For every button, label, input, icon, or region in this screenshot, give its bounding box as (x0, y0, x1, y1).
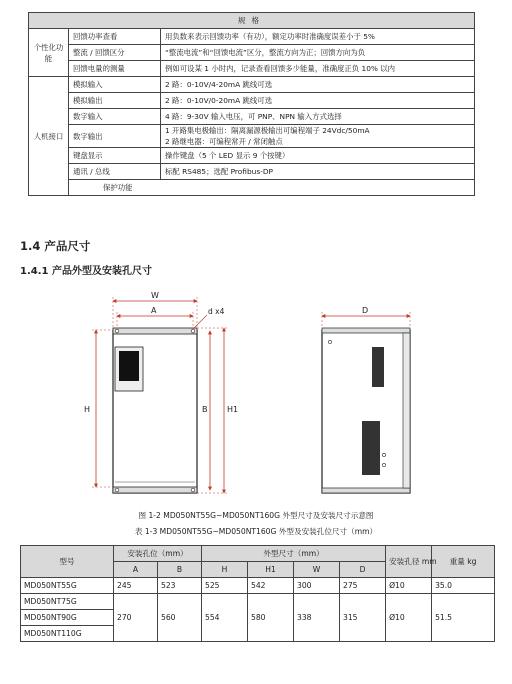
dimension-table (20, 545, 495, 642)
col-A: A (114, 562, 158, 578)
spec-desc: 4 路：9-30V 输入电压，可 PNP、NPN 输入方式选择 (161, 109, 475, 125)
spec-desc: 操作键盘（5 个 LED 显示 9 个按键） (161, 148, 475, 164)
group-label: 人机接口 (29, 77, 69, 196)
mount-hole (115, 488, 119, 492)
spec-item: 保护功能 (69, 180, 475, 196)
cell-model: MD050NT90G (21, 610, 114, 626)
col-D: D (340, 562, 386, 578)
col-H: H (202, 562, 248, 578)
col-H1: H1 (248, 562, 294, 578)
table-row (29, 180, 475, 196)
spec-desc-line: 1 开路集电极输出：隔离漏源极输出可编程端子 24Vdc/50mA (165, 126, 370, 135)
cell: 523 (158, 578, 202, 594)
table-row (29, 77, 475, 93)
cell: 554 (202, 594, 248, 642)
cell-model: MD050NT55G (21, 578, 114, 594)
group-label: 个性化功能 (29, 29, 69, 77)
spec-table (28, 12, 475, 196)
table-row (29, 109, 475, 125)
bottom-bracket (113, 487, 197, 493)
table-caption: 表 1-3 MD050NT55G~MD050NT160G 外型及安装孔位尺寸（mm） (134, 527, 378, 536)
side-view (322, 306, 410, 493)
side-vent-lower (362, 421, 380, 475)
cell: 525 (202, 578, 248, 594)
cell: Ø10 (386, 594, 432, 642)
spec-desc: “整流电流”和“回馈电流”区分，整流方向为正；回馈方向为负 (161, 45, 475, 61)
label-W: W (151, 291, 159, 300)
table-row (21, 594, 495, 610)
spec-item: 模拟输入 (69, 77, 161, 93)
front-view (84, 291, 238, 493)
spec-desc (161, 125, 475, 148)
cell-model: MD050NT110G (21, 626, 114, 642)
table-row (29, 29, 475, 45)
label-d: d x4 (208, 307, 225, 316)
table-row (29, 61, 475, 77)
col-outline: 外型尺寸（mm） (202, 546, 386, 562)
cell: 275 (340, 578, 386, 594)
table-header-row (21, 546, 495, 562)
cell: 245 (114, 578, 158, 594)
cell: 560 (158, 594, 202, 642)
table-row (29, 93, 475, 109)
spec-item: 通讯 / 总线 (69, 164, 161, 180)
spec-header: 规格 (29, 13, 475, 29)
spec-item: 数字输出 (69, 125, 161, 148)
dim-d-leader (193, 315, 207, 329)
col-hole: 安装孔径 mm (386, 546, 432, 578)
spec-desc: 标配 RS485；选配 Profibus-DP (161, 164, 475, 180)
spec-item: 整流 / 回馈区分 (69, 45, 161, 61)
label-H1: H1 (227, 405, 239, 414)
cell-model: MD050NT75G (21, 594, 114, 610)
heatsink-edge (403, 333, 410, 488)
cell: 51.5 (432, 594, 495, 642)
table-row (29, 45, 475, 61)
spec-item: 模拟输出 (69, 93, 161, 109)
spec-item: 回馈电量的测量 (69, 61, 161, 77)
spec-desc: 例如可设某 1 小时内，记录查看回馈多少能量，准确度正负 10% 以内 (161, 61, 475, 77)
spec-item: 键盘显示 (69, 148, 161, 164)
spec-item: 数字输入 (69, 109, 161, 125)
label-H: H (84, 405, 91, 414)
cell: 315 (340, 594, 386, 642)
table-row (21, 578, 495, 594)
col-weight: 重量 kg (432, 546, 495, 578)
mount-hole (191, 488, 195, 492)
spec-desc: 用负数来表示回馈功率（有功），额定功率时准确度误差小于 5% (161, 29, 475, 45)
dimension-drawing (0, 285, 512, 500)
cell: 270 (114, 594, 158, 642)
keypad-display (119, 351, 139, 381)
section-heading: 1.4 产品尺寸 (20, 239, 91, 253)
label-B: B (202, 405, 208, 414)
cell: 580 (248, 594, 294, 642)
label-D: D (362, 306, 369, 315)
cell: Ø10 (386, 578, 432, 594)
mount-hole (191, 329, 195, 333)
spec-desc: 2 路：0-10V/4-20mA 跳线可选 (161, 77, 475, 93)
mount-hole (115, 329, 119, 333)
spec-desc-line: 2 路继电器：可编程常开 / 常闭触点 (165, 137, 283, 146)
table-row (29, 125, 475, 148)
cell: 35.0 (432, 578, 495, 594)
cell: 542 (248, 578, 294, 594)
table-row (29, 164, 475, 180)
col-W: W (294, 562, 340, 578)
figure-caption: 图 1-2 MD050NT55G~MD050NT160G 外型尺寸及安装尺寸示意图 (138, 511, 374, 520)
spec-desc: 2 路：0-10V/0-20mA 跳线可选 (161, 93, 475, 109)
col-B: B (158, 562, 202, 578)
subsection-heading: 1.4.1 产品外型及安装孔尺寸 (20, 266, 152, 277)
label-A: A (151, 306, 157, 315)
table-row (29, 148, 475, 164)
cell: 300 (294, 578, 340, 594)
cell: 338 (294, 594, 340, 642)
col-mount: 安装孔位（mm） (114, 546, 202, 562)
col-model: 型号 (21, 546, 114, 578)
spec-item: 回馈功率查看 (69, 29, 161, 45)
side-vent-upper (372, 347, 384, 387)
top-bracket (113, 328, 197, 334)
